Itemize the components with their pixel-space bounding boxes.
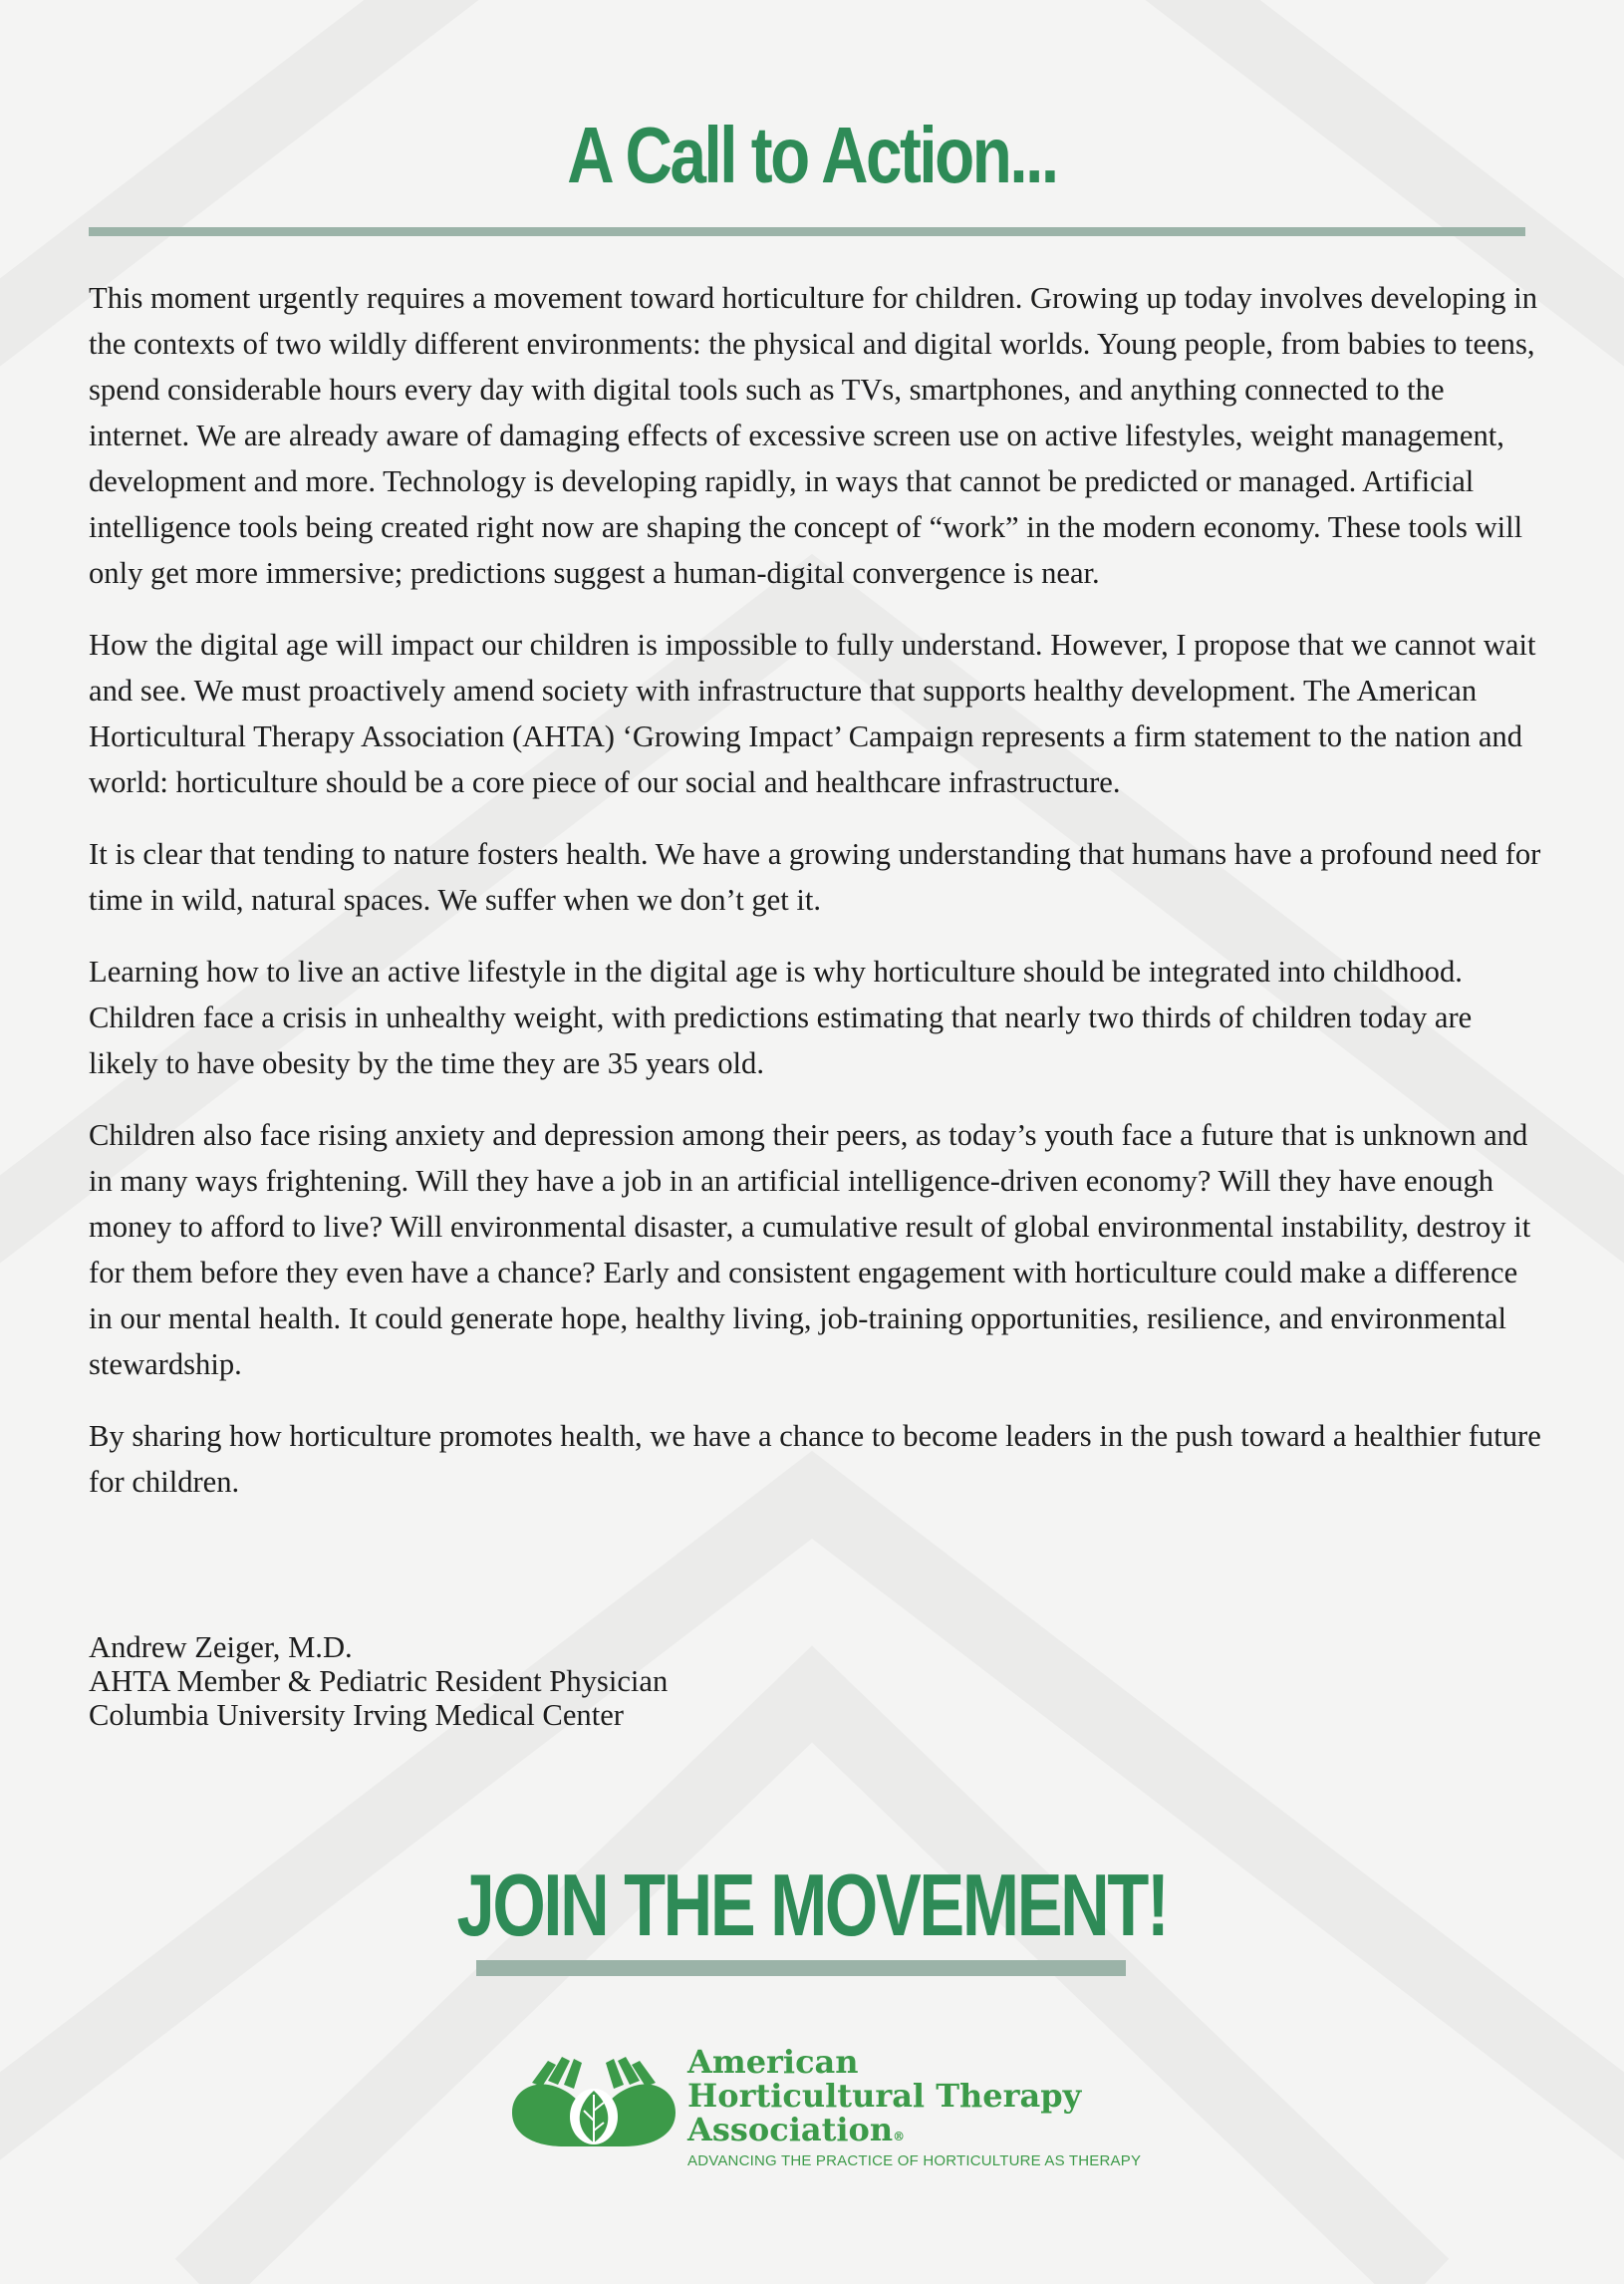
signature-institution: Columbia University Irving Medical Center (89, 1698, 624, 1732)
hands-leaf-icon (504, 2051, 683, 2150)
join-divider (476, 1960, 1126, 1976)
registered-mark: ® (893, 2130, 906, 2143)
logo-line-association (687, 2113, 1081, 2153)
paragraph: How the digital age will impact our children is impossible to fully understand. However, I propose that we cannot wait and see. We must proactively amend society with infrastructure that supports healthy development. The American Horticultural Therapy Association (AHTA) ‘Growing Impact’ Campaign represents a firm statement to the nation and world: horticulture should be a core piece of our social and healthcare infrastructure. (89, 628, 1536, 799)
logo-line-horticultural-therapy: Horticultural Therapy (687, 2077, 1082, 2115)
letter-body (89, 275, 1543, 1531)
signature-block (89, 1630, 1085, 1732)
signature-role: AHTA Member & Pediatric Resident Physician (89, 1664, 669, 1698)
paragraph: Children also face rising anxiety and depression among their peers, as today’s youth face a future that is unknown and in many ways frightening. Will they have a job in an artificial intelligence-driven economy? Will they have enough money to afford to live? Will environmental disaster, a cumulative result of global environmental instability, destroy it for them before they even have a chance? Early and consistent engagement with horticulture could make a difference in our mental health. It could generate hope, healthy living, job-training opportunities, resilience, and environmental stewardship. (89, 1118, 1531, 1381)
paragraph: It is clear that tending to nature fosters health. We have a growing understanding that humans have a profound need for time in wild, natural spaces. We suffer when we don’t get it. (89, 837, 1541, 917)
title-divider (89, 227, 1525, 236)
ahta-logo-text (687, 2045, 1081, 2153)
signature-name: Andrew Zeiger, M.D. (89, 1630, 353, 1664)
logo-line-american: American (687, 2043, 859, 2081)
page-title: A Call to Action... (567, 111, 1057, 199)
join-movement-heading: JOIN THE MOVEMENT! (456, 1856, 1168, 1954)
logo-association-word: Association (687, 2111, 894, 2148)
paragraph: By sharing how horticulture promotes health, we have a chance to become leaders in the push toward a healthier future for children. (89, 1419, 1541, 1499)
paragraph: Learning how to live an active lifestyle in the digital age is why horticulture should be integrated into childhood. Children face a crisis in unhealthy weight, with predictions estimating that nearly two thirds of children today are likely to have obesity by the time they are 35 years old. (89, 955, 1473, 1080)
paragraph: This moment urgently requires a movement toward horticulture for children. Growing up today involves developing in the contexts of two wildly different environments: the physical and digital worlds. Young people, from babies to teens, spend considerable hours every day with digital tools such as TVs, smartphones, and anything connected to the internet. We are already aware of damaging effects of excessive screen use on active lifestyles, weight management, development and more. Technology is developing rapidly, in ways that cannot be predicted or managed. Artificial intelligence tools being created right now are shaping the concept of “work” in the modern economy. These tools will only get more immersive; predictions suggest a human-digital convergence is near. (89, 281, 1538, 590)
logo-tagline: ADVANCING THE PRACTICE OF HORTICULTURE AS THERAPY (687, 2152, 1142, 2169)
